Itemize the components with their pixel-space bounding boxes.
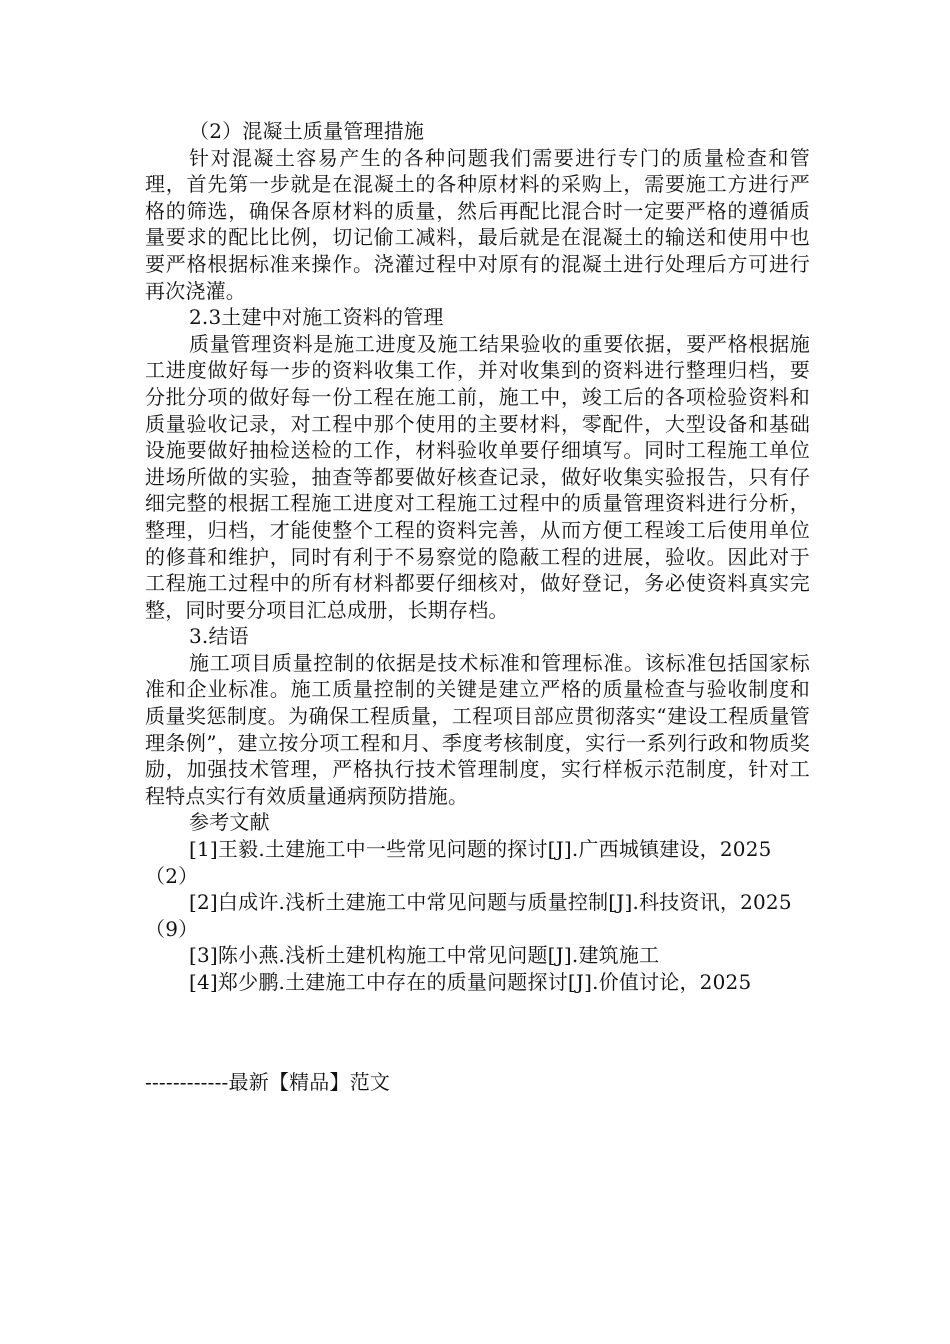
paragraph-materials: 质量管理资料是施工进度及施工结果验收的重要依据，要严格根据施工进度做好每一步的资料收集工作，并对收集到的资料进行整理归档，要分批分项的做好每一份工程在施工前，施工中，竣工后的各项检验资料和质量验收记录，对工程中那个使用的主要材料，零配件，大型设备和基础设施要做好抽检送检的工作，材料验收单要仔细填写。同时工程施工单位进场所做的实验，抽查等都要做好核查记录，做好收集实验报告，只有仔细完整的根据工程施工进度对工程施工过程中的质量管理资料进行分析，整理，归档，才能使整个工程的资料完善，从而方便工程竣工后使用单位的修葺和维护，同时有利于不易察觉的隐蔽工程的进展，验收。因此对于工程施工过程中的所有材料都要仔细核对，做好登记，务必使资料真实完整，同时要分项目汇总成册，长期存档。 xyxy=(145,331,810,622)
paragraph-conclusion: 施工项目质量控制的依据是技术标准和管理标准。该标准包括国家标准和企业标准。施工质量控制的关键是建立严格的质量检查与验收制度和质量奖惩制度。为确保工程质量，工程项目部应贯彻落实“建设工程质量管理条例”，建立按分项工程和月、季度考核制度，实行一系列行政和物质奖励，加强技术管理，严格执行技术管理制度，实行样板示范制度，针对工程特点实行有效质量通病预防措施。 xyxy=(145,650,810,808)
paragraph-concrete: 针对混凝土容易产生的各种问题我们需要进行专门的质量检查和管理，首先第一步就是在混凝土的各种原材料的采购上，需要施工方进行严格的筛选，确保各原材料的质量，然后再配比混合时一定要严格的遵循质量要求的配比比例，切记偷工减料，最后就是在混凝土的输送和使用中也要严格根据标准来操作。浇灌过程中对原有的混凝土进行处理后方可进行再次浇灌。 xyxy=(145,145,810,303)
reference-item: [1]王毅.土建施工中一些常见问题的探讨[J].广西城镇建设，2025（2） xyxy=(145,837,772,888)
references-heading: 参考文献 xyxy=(189,810,270,835)
reference-item: [2]白成许.浅析土建施工中常见问题与质量控制[J].科技资讯，2025（9） xyxy=(145,890,792,941)
section-heading-concrete: （2）混凝土质量管理措施 xyxy=(189,119,425,143)
document-body xyxy=(145,118,810,996)
reference-item: [4]郑少鹏.土建施工中存在的质量问题探讨[J].价值讨论，2025 xyxy=(189,970,752,994)
section-heading-materials: 2.3土建中对施工资料的管理 xyxy=(189,305,444,330)
footer-text: ------------最新【精品】范文 xyxy=(145,1070,391,1094)
reference-item: [3]陈小燕.浅析土建机构施工中常见问题[J].建筑施工 xyxy=(189,943,660,968)
section-heading-conclusion: 3.结语 xyxy=(189,624,249,649)
